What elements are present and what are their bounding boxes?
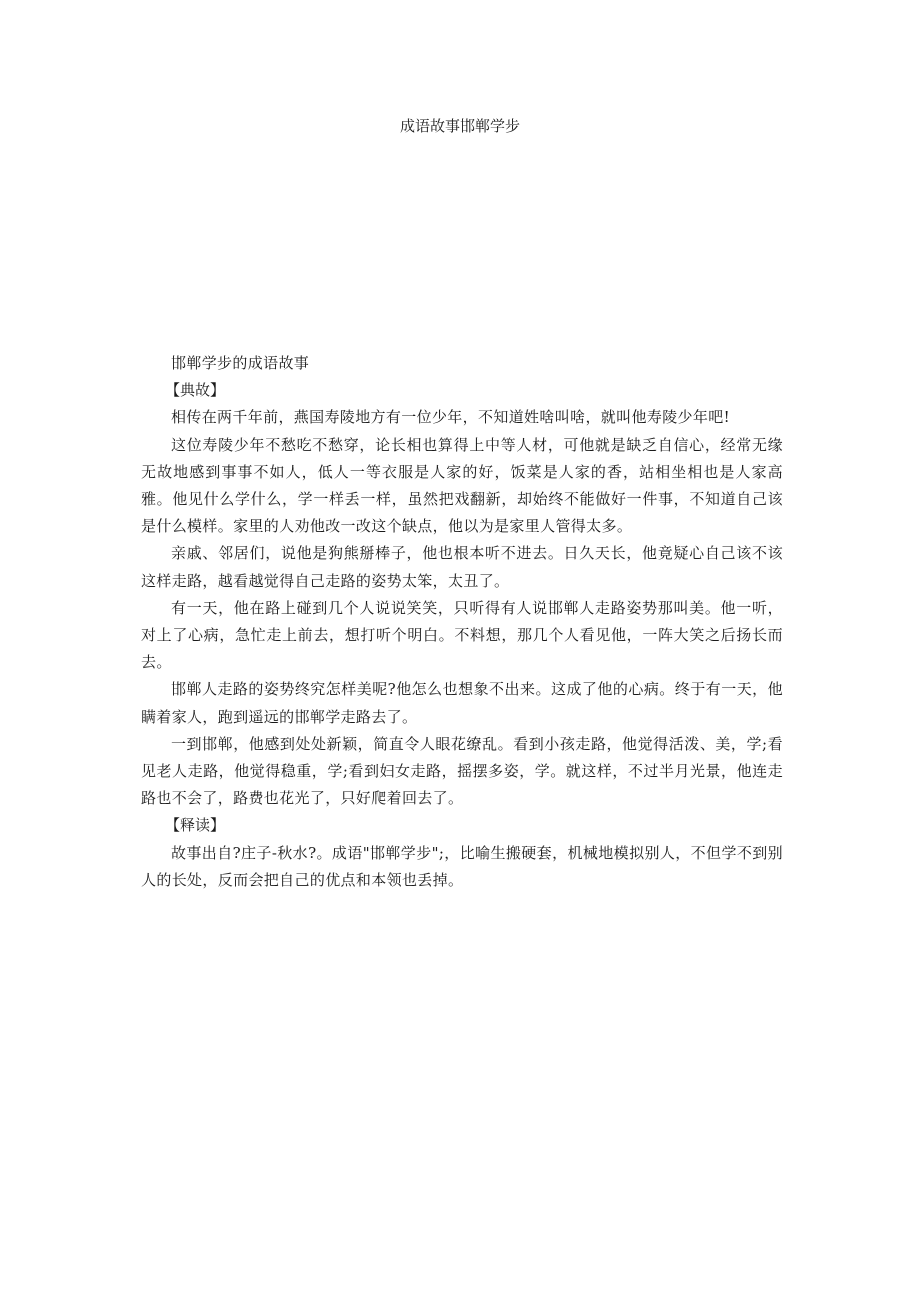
document-title: 成语故事邯郸学步: [399, 117, 520, 135]
story-paragraph: 亲戚、邻居们，说他是狗熊掰棒子，他也根本听不进去。日久天长，他竟疑心自己该不该这样走路，越看越觉得自己走路的姿势太笨，太丑了。: [141, 544, 783, 590]
story-paragraph: 一到邯郸，他感到处处新颖，简直令人眼花缭乱。看到小孩走路，他觉得活泼、美，学;看见老人走路，他觉得稳重，学;看到妇女走路，摇摆多姿，学。就这样，不过半月光景，他连走路也不会了，路费也花光了，只好爬着回去了。: [141, 734, 783, 808]
story-paragraph: 有一天，他在路上碰到几个人说说笑笑，只听得有人说邯郸人走路姿势那叫美。他一听，对上了心病，急忙走上前去，想打听个明白。不料想，那几个人看见他，一阵大笑之后扬长而去。: [141, 598, 783, 672]
story-paragraph: 邯郸人走路的姿势终究怎样美呢?他怎么也想象不出来。这成了他的心病。终于有一天，他瞒着家人，跑到遥远的邯郸学走路去了。: [141, 680, 783, 726]
story-paragraph: 相传在两千年前，燕国寿陵地方有一位少年，不知道姓啥叫啥，就叫他寿陵少年吧!: [171, 408, 730, 427]
source-heading: 【典故】: [165, 381, 226, 400]
story-paragraph: 这位寿陵少年不愁吃不愁穿，论长相也算得上中等人材，可他就是缺乏自信心，经常无缘无故地感到事事不如人，低人一等衣服是人家的好，饭菜是人家的香，站相坐相也是人家高雅。他见什么学什么，学一样丢一样，虽然把戏翻新，却始终不能做好一件事，不知道自己该是什么模样。家里的人劝他改一改这个缺点，他以为是家里人管得太多。: [141, 435, 783, 536]
explanation-heading: 【释读】: [165, 816, 226, 835]
document-body: [141, 350, 783, 894]
explanation-paragraph: 故事出自?庄子-秋水?。成语"邯郸学步";，比喻生搬硬套，机械地模拟别人，不但学不到别人的长处，反而会把自己的优点和本领也丢掉。: [141, 843, 783, 889]
subtitle: 邯郸学步的成语故事: [171, 354, 310, 372]
